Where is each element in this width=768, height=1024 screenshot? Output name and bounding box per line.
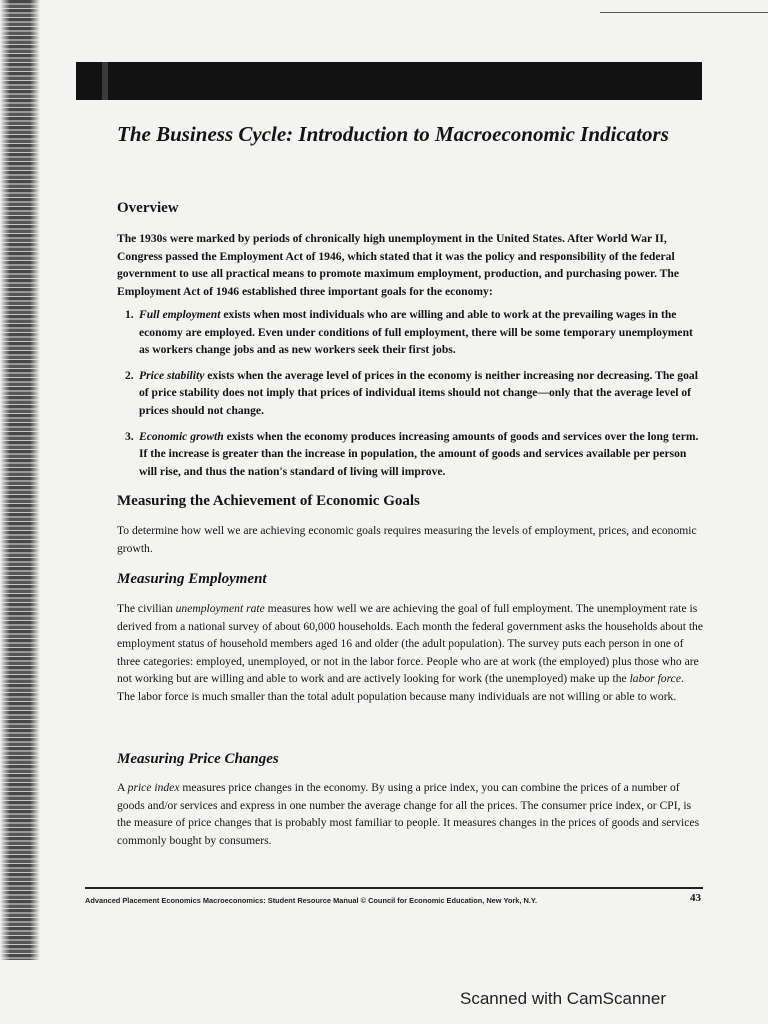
goals-list <box>117 306 703 488</box>
measuring-goals-heading: Measuring the Achievement of Economic Goals <box>117 493 420 509</box>
goal-item <box>117 428 703 481</box>
header-bar <box>76 62 702 100</box>
price-text-a: A <box>117 781 128 794</box>
overview-heading: Overview <box>117 200 179 216</box>
goal-number: 2. <box>125 368 134 382</box>
employment-text-a: The civilian <box>117 602 176 615</box>
overview-intro: The 1930s were marked by periods of chronically high unemployment in the United States. After World War II, Congress passed the Employment Act of 1946, which stated that it was the policy and responsibility of the federal government to use all practical means to promote maximum employment, production, and purchasing power. The Employment Act of 1946 established three important goals for the economy: <box>117 232 679 298</box>
goal-term: Full employment <box>139 308 221 321</box>
measuring-prices-text <box>117 779 703 849</box>
measuring-prices-heading: Measuring Price Changes <box>117 751 279 767</box>
footer-rule <box>85 887 703 889</box>
footer-citation: Advanced Placement Economics Macroeconomics: Student Resource Manual © Council for Economic Education, New York, N.Y. <box>85 896 537 905</box>
goal-number: 3. <box>125 429 134 443</box>
goal-item <box>117 367 703 420</box>
price-text-b: measures price changes in the economy. By using a price index, you can combine the prices of a number of goods and/or services and express in one number the average change for all the prices. The consumer price index, or CPI, is the measure of price changes that is probably most familiar to people. It measures changes in the prices of goods and services commonly bought by consumers. <box>117 781 700 847</box>
measuring-goals-text: To determine how well we are achieving economic goals requires measuring the levels of employment, prices, and economic growth. <box>117 524 697 555</box>
header-bar-notch <box>102 62 108 100</box>
goal-number: 1. <box>125 308 134 321</box>
goal-term: Economic growth <box>139 429 224 443</box>
goal-text: exists when the average level of prices in the economy is neither increasing nor decreasing. The goal of price stability does not imply that prices of individual items should not change—only that the average level of prices should not change. <box>139 368 698 417</box>
page-number: 43 <box>690 892 701 904</box>
top-rule <box>600 12 768 13</box>
page-title: The Business Cycle: Introduction to Macroeconomic Indicators <box>117 122 669 146</box>
employment-text-c: . The labor force is much smaller than the total adult population because many individuals are not willing or able to work. <box>117 672 684 703</box>
goal-item <box>117 306 703 359</box>
document-page <box>117 120 703 847</box>
measuring-employment-text <box>117 600 703 706</box>
term-price-index: price index <box>127 781 180 794</box>
scan-binding-edge <box>0 0 40 960</box>
term-unemployment-rate: unemployment rate <box>175 602 265 615</box>
term-labor-force: labor force <box>629 672 681 686</box>
goal-term: Price stability <box>139 368 205 382</box>
scanner-watermark: Scanned with CamScanner <box>460 989 667 1008</box>
employment-text-b: measures how well we are achieving the goal of full employment. The unemployment rate is derived from a national survey of about 60,000 households. Each month the federal government asks the households about the employment status of household members aged 16 and older (the adult population). The survey puts each person in one of three categories: employed, unemployed, or not in the labor force. People who are at work (the employed) plus those who are not working but are willing and able to work and are actively looking for work (the unemployed) make up the <box>117 602 703 686</box>
goal-text: exists when most individuals who are willing and able to work at the prevailing wages in the economy are employed. Even under conditions of full employment, there will be some temporary unemployment as workers change jobs and as new workers seek their first jobs. <box>139 308 693 357</box>
goal-text: exists when the economy produces increasing amounts of goods and services over the long term. If the increase is greater than the increase in population, the amount of goods and services available per person will rise, and thus the nation's standard of living will improve. <box>139 429 699 478</box>
measuring-employment-heading: Measuring Employment <box>117 571 267 587</box>
